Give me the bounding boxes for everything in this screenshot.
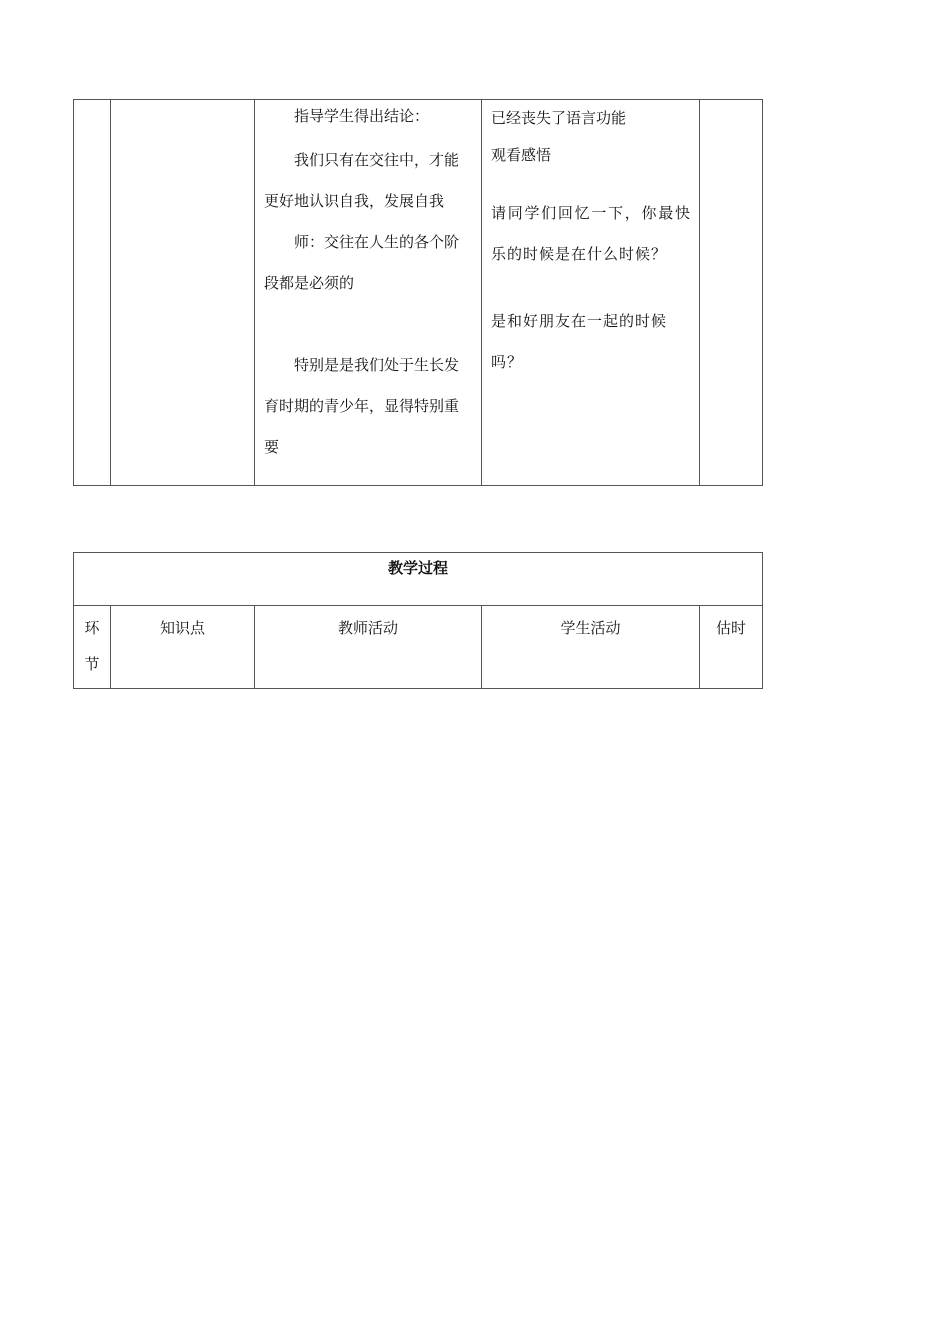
student-line-4: 是和好朋友在一起的时候吗？ [491,312,668,371]
student-line-1: 已经丧失了语言功能 [491,109,627,127]
header-time: 估时 [700,606,763,689]
teacher-line-1: 指导学生得出结论： [294,107,430,125]
teacher-line-3: 师：交往在人生的各个阶段都是必须的 [264,233,460,292]
stage-cell [74,100,111,486]
time-cell [700,100,763,486]
teacher-line-2: 我们只有在交往中，才能更好地认识自我，发展自我 [264,151,460,210]
header-stage [74,606,111,689]
table-title: 教学过程 [74,553,763,606]
header-knowledge-point: 知识点 [111,606,255,689]
header-student-activity: 学生活动 [482,606,700,689]
teacher-line-4: 特别是是我们处于生长发育时期的青少年，显得特别重要 [264,356,460,456]
student-line-3: 请同学们回忆一下，你最快乐的时候是在什么时候？ [491,204,691,263]
knowledge-point-cell [111,100,255,486]
lesson-table-continued [73,99,763,486]
teacher-activity-cell [255,100,482,486]
header-stage-label: 环节 [84,619,100,673]
student-line-2: 观看感悟 [491,146,552,164]
student-activity-cell [482,100,700,486]
header-teacher-activity: 教师活动 [255,606,482,689]
teaching-process-table [73,552,763,689]
